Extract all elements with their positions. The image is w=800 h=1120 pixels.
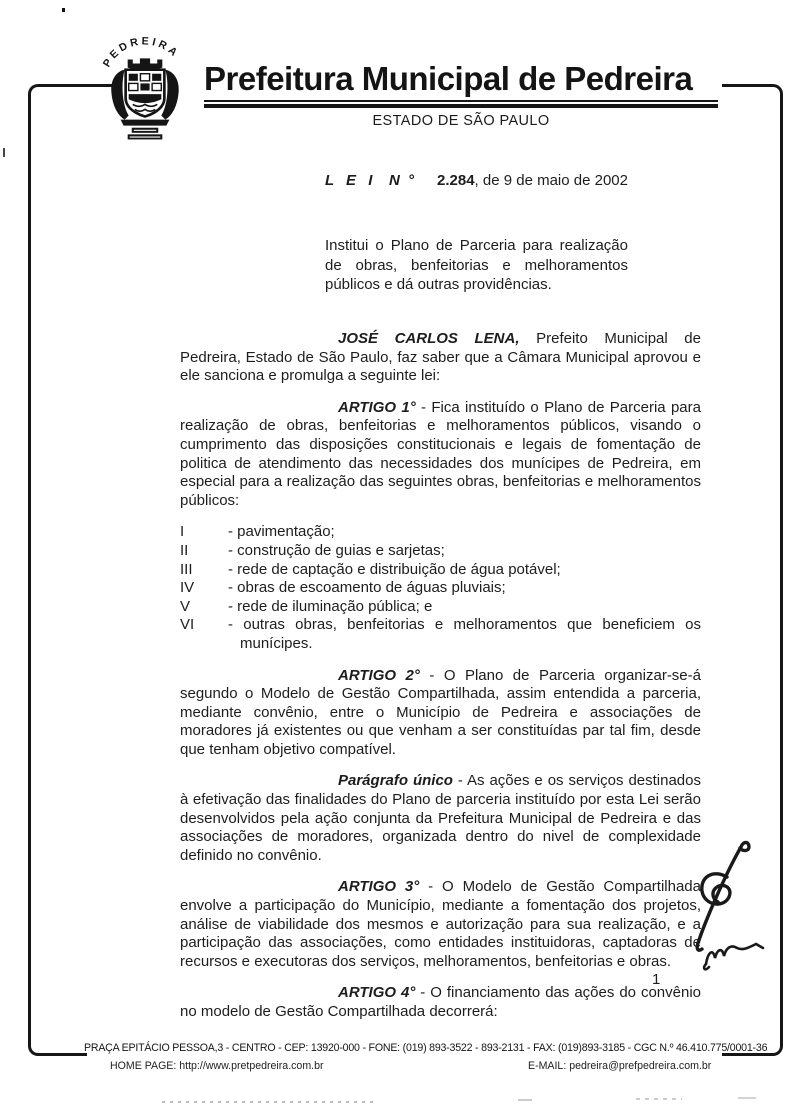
list-item-text: - rede de iluminação pública; e (228, 597, 433, 615)
sole-paragraph (180, 772, 701, 865)
page-number: 1 (652, 971, 661, 988)
article-2-paragraph (180, 667, 701, 760)
list-item-numeral: IV (180, 579, 195, 597)
article-2-lead: ARTIGO 2° (338, 666, 420, 684)
page-border-left (28, 84, 87, 1056)
law-number-label: N ° (389, 172, 416, 189)
list-item-numeral: II (180, 541, 189, 559)
list-item-numeral: I (180, 523, 185, 541)
list-item-text: - pavimentação; (228, 523, 335, 541)
footer-homepage: HOME PAGE: http://www.pretpedreira.com.br (110, 1060, 324, 1072)
law-body (180, 330, 701, 1035)
scan-artifact-noise (162, 1101, 377, 1103)
list-item-text: - construção de guias e sarjetas; (228, 541, 445, 559)
article-1-items (180, 523, 701, 653)
law-heading (180, 172, 700, 192)
article-1-text: - Fica instituído o Plano de Parceria para realização de obras, benfeitorias e melhoramentos públicos, visando o cumprimento das disposições constitucionais e legais de fomentação de politica de atendimento das necessidades dos munícipes de Pedreira, em especial para a realização das seguintes obras, benfeitorias e melhoramentos públicos: (180, 398, 701, 509)
law-number: 2.284 (437, 172, 475, 189)
signature-initials-icon (699, 928, 767, 976)
article-1-lead: ARTIGO 1° (338, 398, 416, 416)
coat-of-arms-icon (93, 35, 197, 143)
list-item (180, 542, 701, 561)
scan-artifact-tick (3, 148, 5, 157)
document-header-subtitle: ESTADO DE SÃO PAULO (372, 113, 550, 129)
article-4-text: - O financiamento das ações do convênio no modelo de Gestão Compartilhada decorrerá: (180, 984, 701, 1020)
article-1-paragraph (180, 399, 701, 511)
list-item-text: - obras de escoamento de águas pluviais; (228, 579, 506, 597)
list-item-numeral: III (180, 560, 193, 578)
sole-paragraph-text: - As ações e os serviços destinados à efetivação das finalidades do Plano de parceria instituído por esta Lei serão desenvolvidos pela ação conjunta da Prefeitura Municipal de Pedreira e das associações de moradores, organizada dentro do nivel de complexidade definido no convênio. (180, 772, 701, 864)
document-header-title: Prefeitura Municipal de Pedreira (204, 60, 693, 97)
article-2-text: - O Plano de Parceria organizar-se-á segundo o Modelo de Gestão Compartilhada, assim entendida a parceria, mediante convênio, entre o Município de Pedreira e associações de moradores já existentes ou que venham a ser constituídas par tal fim, desde que tenham objetivo compatível. (180, 666, 701, 758)
list-item (180, 523, 701, 542)
article-3-text: - O Modelo de Gestão Compartilhada envolve a participação do Município, mediante a fomentação dos projetos, análise de viabilidade dos mesmos e autorização para sua realização, e a participação das associações, como entidades instituidoras, captadoras de recursos e executoras dos serviços, melhoramentos, benfeitorias e obras. (180, 878, 701, 970)
scan-artifact-noise (518, 1099, 532, 1101)
list-item-numeral: VI (180, 616, 195, 634)
sole-paragraph-lead: Parágrafo único (338, 772, 453, 790)
law-label: L E I (325, 172, 377, 189)
article-4-lead: ARTIGO 4° (338, 984, 416, 1002)
header-rule-thick (204, 104, 718, 108)
footer-email: E-MAIL: pedreira@prefpedreira.com.br (528, 1060, 712, 1072)
law-number-and-date (437, 172, 628, 189)
footer-address-line: PRAÇA EPITÁCIO PESSOA,3 - CENTRO - CEP: 13920-000 - FONE: (019) 893-3522 - 893-2131 - FAX: (019)893-3185 - CGC N.º 46.410.775/0001-36 (84, 1042, 768, 1054)
scan-artifact-noise (636, 1098, 682, 1100)
list-item-text: - outras obras, benfeitorias e melhoramentos que beneficiem os munícipes. (228, 616, 701, 652)
article-3-lead: ARTIGO 3° (338, 878, 420, 896)
preamble-lead: JOSÉ CARLOS LENA, (338, 330, 520, 347)
coat-of-arms-arc-text: PEDREIRA (100, 35, 182, 70)
scan-artifact-noise (738, 1097, 756, 1099)
law-date: , de 9 de maio de 2002 (474, 172, 628, 189)
preamble-paragraph (180, 330, 701, 386)
list-item (180, 579, 701, 598)
header-rule-thin (204, 100, 718, 102)
article-4-paragraph (180, 984, 701, 1021)
list-item-numeral: V (180, 597, 191, 615)
scan-artifact-dot (62, 8, 65, 12)
preamble-text: Prefeito Municipal de Pedreira, Estado de São Paulo, faz saber que a Câmara Municipal aprovou e ele sanciona e promulga a seguinte lei: (180, 330, 701, 385)
list-item (180, 598, 701, 617)
list-item (180, 616, 701, 653)
law-summary: Institui o Plano de Parceria para realização de obras, benfeitorias e melhoramentos públicos e dá outras providências. (325, 237, 628, 293)
article-3-paragraph (180, 878, 701, 971)
list-item-text: - rede de captação e distribuição de água potável; (228, 560, 561, 578)
list-item (180, 561, 701, 580)
